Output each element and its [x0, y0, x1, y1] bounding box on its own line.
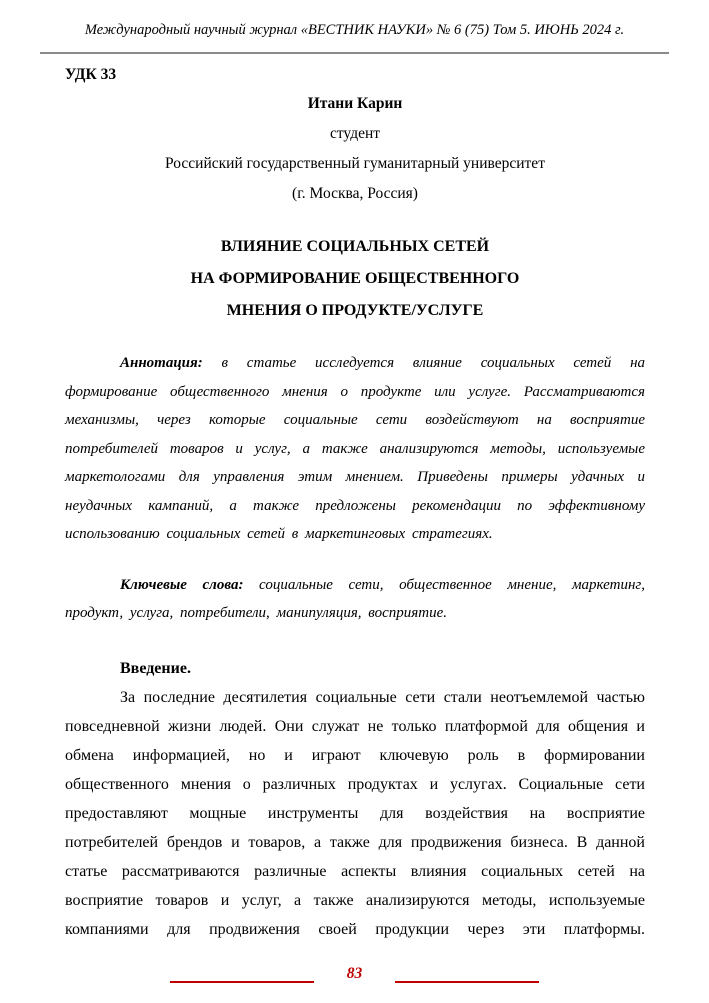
article-title-line: НА ФОРМИРОВАНИЕ ОБЩЕСТВЕННОГО	[190, 270, 520, 287]
header-divider	[40, 52, 669, 54]
keywords-label: Ключевые слова:	[120, 576, 244, 593]
footer-rule-left	[170, 967, 314, 983]
udc-code: УДК 33	[65, 66, 117, 83]
body-paragraph: За последние десятилетия социальные сети стали неотъемлемой частью повседневной жизни людей. Они служат не только платформой для общения и обмена информацией, но и играют ключевую роль в формировании общественного мнения о различных продуктах и услугах. Социальные сети предоставляют мощные инструменты для воздействия на восприятие потребителей брендов и товаров, а также для продвижения бизнеса. В данной статье рассматриваются различные аспекты влияния социальных сетей на восприятие товаров и услуг, а также анализируются методы, используемые компаниями для продвижения своей продукции через эти платформы.	[65, 688, 645, 938]
journal-running-header: Международный научный журнал «ВЕСТНИК НАУКИ» № 6 (75) Том 5. ИЮНЬ 2024 г.	[84, 22, 625, 38]
keywords-paragraph	[65, 571, 645, 628]
author-role: студент	[329, 125, 381, 142]
article-title	[65, 231, 645, 327]
keywords-text: социальные сети, общественное мнение, маркетинг, продукт, услуга, потребители, манипуляция, восприятие.	[65, 576, 646, 621]
abstract-text: в статье исследуется влияние социальных сетей на формирование общественного мнения о продукте или услуге. Рассматриваются механизмы, через которые социальные сети воздействуют на восприятие потребителей товаров и услуг, а также анализируются методы, используемые маркетологами для управления этим мнением. Приведены примеры удачных и неудачных кампаний, а также предложены рекомендации по эффективному использованию социальных сетей в маркетинговых стратегиях.	[65, 355, 646, 542]
author-name: Итани Карин	[307, 95, 403, 112]
page-number: 83	[346, 965, 363, 982]
page-footer	[0, 965, 709, 983]
article-text	[65, 349, 645, 944]
author-block	[65, 89, 645, 209]
author-location: (г. Москва, Россия)	[292, 185, 418, 202]
footer-rule-right	[395, 967, 539, 983]
article-title-line: ВЛИЯНИЕ СОЦИАЛЬНЫХ СЕТЕЙ	[220, 238, 490, 255]
article-title-line: МНЕНИЯ О ПРОДУКТЕ/УСЛУГЕ	[226, 302, 484, 319]
abstract-label: Аннотация:	[120, 355, 203, 371]
section-heading-introduction: Введение.	[120, 659, 191, 677]
abstract-paragraph	[65, 349, 645, 549]
author-affiliation: Российский государственный гуманитарный университет	[165, 155, 545, 172]
